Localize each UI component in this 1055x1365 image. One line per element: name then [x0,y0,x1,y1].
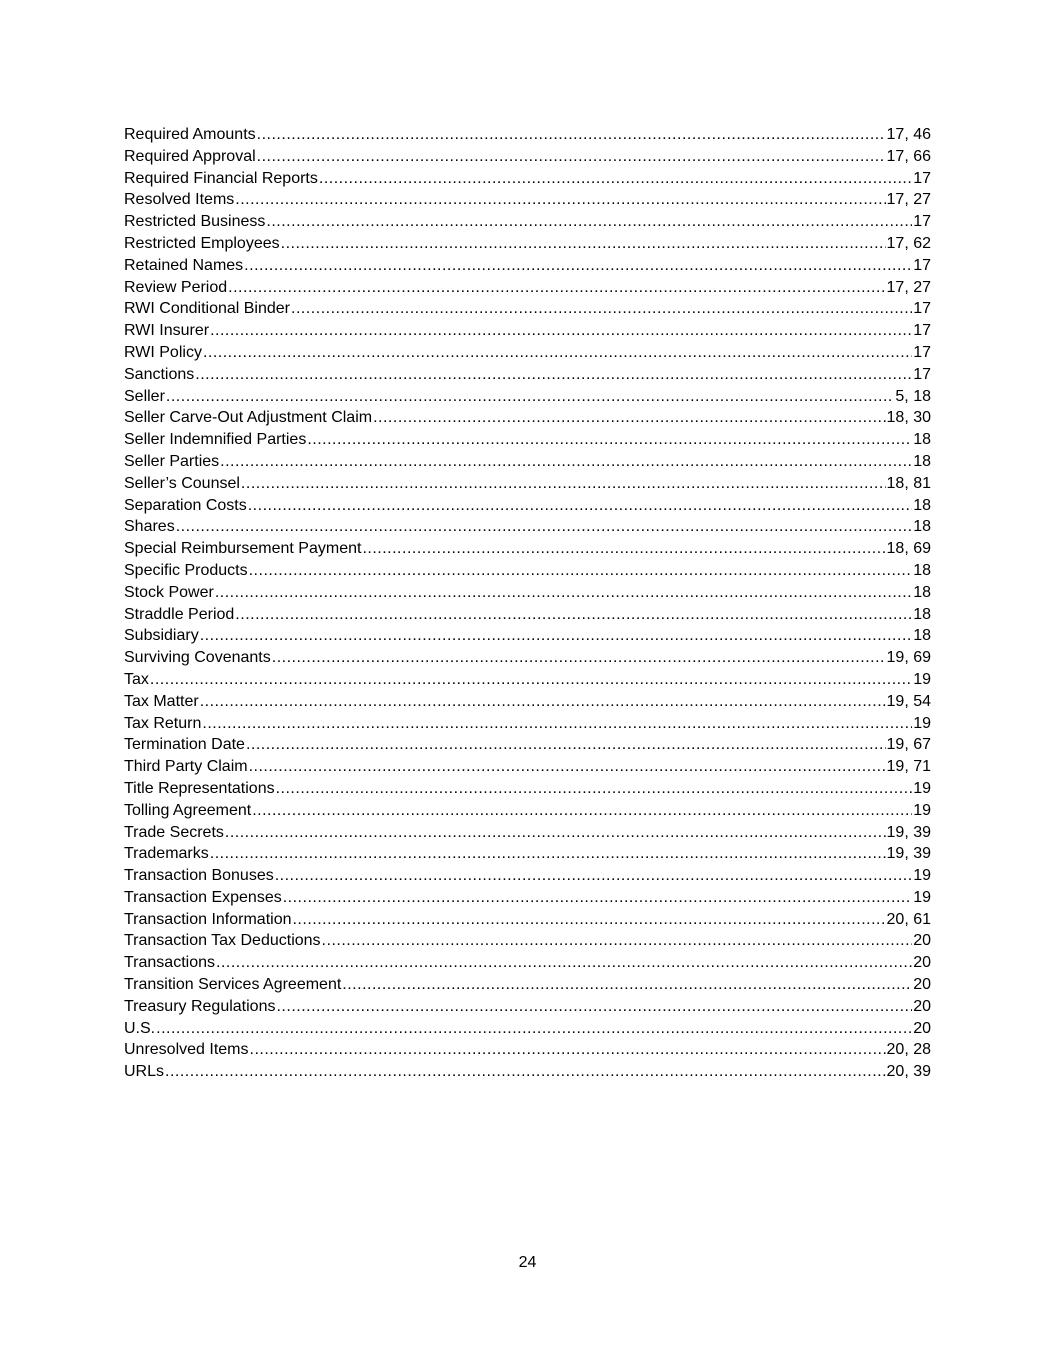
index-page-refs: 17 [913,213,931,231]
index-term: Tax [124,670,149,688]
dot-leader [210,320,912,342]
index-term: Required Amounts [124,126,256,143]
dot-leader [307,429,912,451]
index-term: URLs [124,1063,165,1081]
dot-leader [291,298,912,320]
index-term: Retained Names [124,256,244,274]
index-entry [124,822,931,844]
index-page-refs: 19, 54 [886,692,931,710]
index-term: Trade Secrets [124,823,224,841]
dot-leader [283,887,912,909]
index-entry [124,473,931,495]
index-page-refs: 20, 28 [886,1041,931,1059]
index-term: Seller [124,387,165,405]
index-entry [124,930,931,952]
index-term: RWI Insurer [124,322,210,340]
index-page-refs: 18 [913,605,931,623]
index-term: Restricted Business [124,213,266,231]
index-entry [124,887,931,909]
dot-leader [257,124,886,146]
index-entry [124,364,931,386]
dot-leader [276,996,912,1018]
dot-leader [203,342,912,364]
index-term: Restricted Employees [124,234,280,252]
index-page-refs: 19 [913,670,931,688]
dot-leader [200,691,886,713]
index-page-refs: 19, 69 [886,649,931,667]
index-term: Treasury Regulations [124,997,276,1015]
dot-leader [235,604,912,626]
dot-leader [156,1018,912,1040]
index-term: Tax Return [124,714,202,732]
index-entry [124,560,931,582]
index-page-refs: 18 [913,561,931,579]
index-term: Stock Power [124,583,214,601]
index-entry [124,996,931,1018]
index-term: Separation Costs [124,496,247,514]
dot-leader [215,582,912,604]
index-entry [124,277,931,299]
index-term: Transaction Information [124,910,292,928]
dot-leader [362,538,885,560]
index-entry [124,255,931,277]
index-page-refs: 17, 27 [886,191,931,209]
index-entry [124,298,931,320]
index-page-refs: 20 [913,932,931,950]
index-page-refs: 20 [913,997,931,1015]
index-page-refs: 17 [913,169,931,187]
dot-leader [276,778,913,800]
index-term: Transaction Bonuses [124,867,274,885]
dot-leader [220,451,912,473]
index-page-refs: 17 [913,322,931,340]
index-term: Tolling Agreement [124,801,252,819]
index-entry [124,756,931,778]
index-entry [124,189,931,211]
dot-leader [252,800,912,822]
index-page-refs: 17, 66 [886,147,931,165]
dot-leader [248,495,912,517]
index-page-refs: 20, 61 [886,910,931,928]
index-term: Third Party Claim [124,758,248,776]
index-page-refs: 20 [913,1019,931,1037]
index-page-refs: 17 [913,256,931,274]
index-term: Shares [124,518,175,536]
index-term: Required Approval [124,147,256,165]
index-page-refs: 18 [913,583,931,601]
index-term: Subsidiary [124,627,199,645]
index-entry [124,669,931,691]
index-entry [124,538,931,560]
index-entry [124,211,931,233]
dot-leader [150,669,912,691]
dot-leader [257,146,886,168]
index-term: Title Representations [124,779,275,797]
index-page-refs: 18, 69 [886,540,931,558]
index-term: Transactions [124,954,215,972]
index-entry [124,168,931,190]
index-entry [124,516,931,538]
index-entry [124,691,931,713]
dot-leader [319,168,912,190]
index-entry [124,974,931,996]
index-entry [124,495,931,517]
dot-leader [241,473,886,495]
index-entry [124,1039,931,1061]
index-term: Special Reimbursement Payment [124,540,362,558]
dot-leader [202,713,912,735]
index-term: Resolved Items [124,191,235,209]
dot-leader [216,952,912,974]
dot-leader [272,647,886,669]
index-entry [124,800,931,822]
index-page-refs: 17 [913,300,931,318]
dot-leader [210,843,886,865]
dot-leader [176,516,913,538]
dot-leader [200,625,913,647]
index-entry [124,778,931,800]
dot-leader [292,909,885,931]
index-page-refs: 17 [913,365,931,383]
index-page-refs: 19 [913,779,931,797]
index-term: Seller Parties [124,452,220,470]
index-entry [124,647,931,669]
index-term: U.S. [124,1019,156,1037]
index-page-refs: 17, 27 [886,278,931,296]
index-page-refs: 19 [913,888,931,906]
index-of-defined-terms [124,124,931,1083]
index-term: RWI Conditional Binder [124,300,291,318]
index-entry [124,320,931,342]
index-term: Review Period [124,278,228,296]
index-page-refs: 19 [913,801,931,819]
index-entry [124,952,931,974]
index-term: Tax Matter [124,692,199,710]
index-entry [124,713,931,735]
index-page-refs: 19, 71 [886,758,931,776]
index-page-refs: 17, 62 [886,234,931,252]
dot-leader [249,560,913,582]
index-term: Required Financial Reports [124,169,318,187]
index-term: Specific Products [124,561,248,579]
index-page-refs: 20 [913,954,931,972]
index-page-refs: 18, 30 [886,409,931,427]
dot-leader [246,734,886,756]
index-page-refs: 19, 39 [886,845,931,863]
index-entry [124,451,931,473]
index-term: Unresolved Items [124,1041,249,1059]
dot-leader [249,756,886,778]
index-entry [124,1018,931,1040]
index-entry [124,865,931,887]
dot-leader [166,386,895,408]
dot-leader [225,822,886,844]
index-entry [124,582,931,604]
index-entry [124,1061,931,1083]
index-term: Surviving Covenants [124,649,271,667]
index-page-refs: 17, 46 [886,126,931,143]
index-page-refs: 18 [913,452,931,470]
dot-leader [235,189,885,211]
index-page-refs: 18 [913,627,931,645]
index-entry [124,734,931,756]
dot-leader [228,277,885,299]
index-page-refs: 17 [913,343,931,361]
index-page-refs: 19 [913,714,931,732]
index-term: Termination Date [124,736,245,754]
index-term: Trademarks [124,845,209,863]
index-page-refs: 18 [913,518,931,536]
index-page-refs: 19 [913,867,931,885]
index-page-refs: 18, 81 [886,474,931,492]
index-term: Transition Services Agreement [124,976,342,994]
index-term: Transaction Tax Deductions [124,932,321,950]
index-entry [124,342,931,364]
page-number: 24 [518,1254,537,1271]
dot-leader [195,364,912,386]
index-term: Straddle Period [124,605,235,623]
dot-leader [165,1061,886,1083]
index-page-refs: 5, 18 [895,387,931,405]
index-entry [124,843,931,865]
index-term: Sanctions [124,365,195,383]
index-page-refs: 19, 39 [886,823,931,841]
index-page-refs: 20, 39 [886,1063,931,1081]
index-entry [124,146,931,168]
index-term: Transaction Expenses [124,888,282,906]
index-page-refs: 19, 67 [886,736,931,754]
index-entry [124,407,931,429]
index-entry [124,909,931,931]
index-term: Seller’s Counsel [124,474,240,492]
index-entry [124,124,931,146]
index-entry [124,233,931,255]
index-entry [124,625,931,647]
index-page-refs: 18 [913,431,931,449]
dot-leader [281,233,886,255]
dot-leader [322,930,913,952]
dot-leader [244,255,912,277]
index-page-refs: 20 [913,976,931,994]
index-term: Seller Indemnified Parties [124,431,307,449]
index-term: Seller Carve-Out Adjustment Claim [124,409,373,427]
dot-leader [266,211,912,233]
dot-leader [250,1039,886,1061]
index-term: RWI Policy [124,343,202,361]
dot-leader [275,865,912,887]
index-page-refs: 18 [913,496,931,514]
dot-leader [342,974,912,996]
index-entry [124,604,931,626]
dot-leader [373,407,885,429]
index-entry [124,386,931,408]
index-entry [124,429,931,451]
